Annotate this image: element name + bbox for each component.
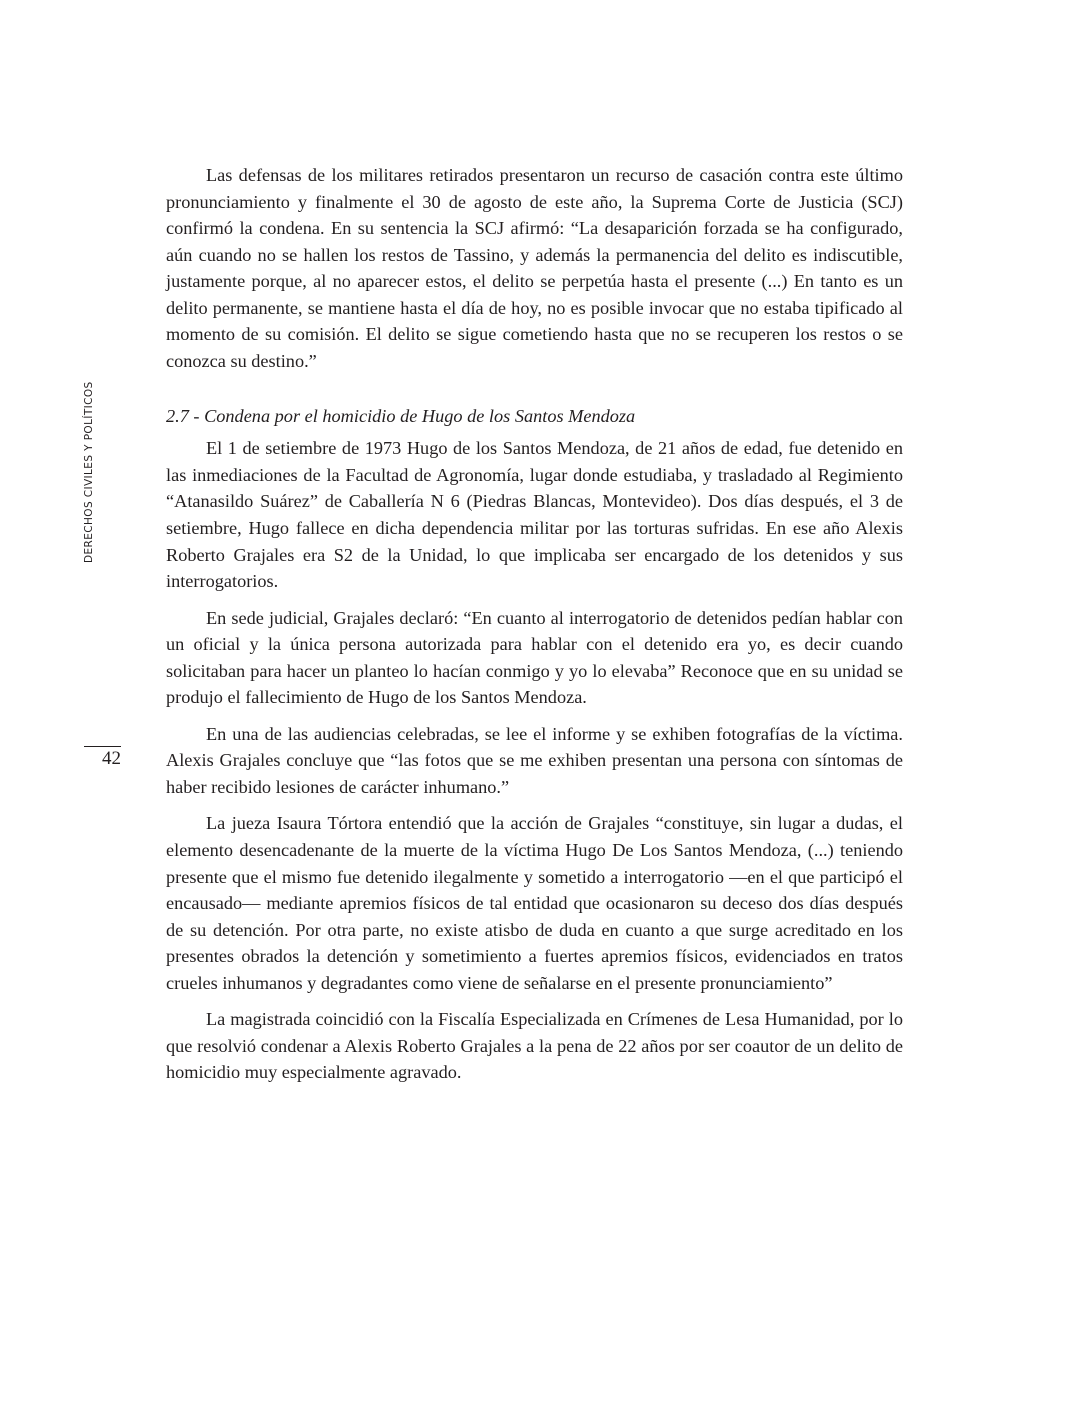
paragraph-detencion: El 1 de setiembre de 1973 Hugo de los Santos Mendoza, de 21 años de edad, fue detenido en las inmediaciones de la Facultad de Agronomía, lugar donde estudiaba, y trasladado al Regimiento “Atanasildo Suárez” de Caballería N 6 (Piedras Blancas, Montevideo). Dos días después, el 3 de setiembre, Hugo fallece en dicha dependencia militar por las torturas sufridas. En ese año Alexis Roberto Grajales era S2 de la Unidad, lo que implicaba ser encargado de los detenidos y sus interrogatorios. [166,438,903,592]
page-body [166,162,903,1086]
paragraph-condena: La magistrada coincidió con la Fiscalía Especializada en Crímenes de Lesa Humanidad, por lo que resolvió condenar a Alexis Roberto Grajales a la pena de 22 años por ser coautor de un delito de homicidio muy especialmente agravado. [166,1009,903,1083]
paragraph-casacion: Las defensas de los militares retirados presentaron un recurso de casación contra este último pronunciamiento y finalmente el 30 de agosto de este año, la Suprema Corte de Justicia (SCJ) confirmó la condena. En su sentencia la SCJ afirmó: “La desaparición forzada se ha configurado, aún cuando no se hallen los restos de Tassino, y además la permanencia del delito es indiscutible, justamente porque, al no aparecer estos, el delito se perpetúa hasta el presente (...) En tanto es un delito permanente, se mantiene hasta el día de hoy, no es posible invocar que no estaba tipificado al momento de su comisión. El delito se sigue cometiendo hasta que no se recuperen los restos o se conozca su destino.” [166,165,903,371]
running-side-title: DERECHOS CIVILES Y POLÍTICOS [83,381,95,563]
paragraph-audiencia: En una de las audiencias celebradas, se lee el informe y se exhiben fotografías de la víctima. Alexis Grajales concluye que “las fotos que se me exhiben presentan una persona con síntomas de haber recibido lesiones de carácter inhumano.” [166,723,903,797]
paragraph-declaracion: En sede judicial, Grajales declaró: “En cuanto al interrogatorio de detenidos pedían hablar con un oficial y la única persona autorizada para hablar con el detenido era yo, es decir cuando solicitaban para hacer un planteo lo hacían conmigo y yo lo elevaba” Reconoce que en su unidad se produjo el fallecimiento de Hugo de los Santos Mendoza. [166,607,903,708]
page-number: 42 [102,748,121,769]
paragraph-jueza: La jueza Isaura Tórtora entendió que la acción de Grajales “constituye, sin lugar a dudas, el elemento desencadenante de la muerte de la víctima Hugo De Los Santos Mendoza, (...) teniendo presente que el mismo fue detenido ilegalmente y sometido a interrogatorio —en el que participó el encausado— mediante apremios físicos de tal entidad que ocasionaron su deceso dos días después de su detención. Por otra parte, no existe atisbo de duda en cuanto a que surge acreditado en los presentes obrados la detención y sometimiento a fuertes apremios físicos, evidenciados en tratos crueles inhumanos y degradantes como viene de señalarse en el presente pronunciamiento” [166,813,903,993]
page-number-rule [84,746,121,747]
section-heading: 2.7 - Condena por el homicidio de Hugo de los Santos Mendoza [166,406,636,427]
